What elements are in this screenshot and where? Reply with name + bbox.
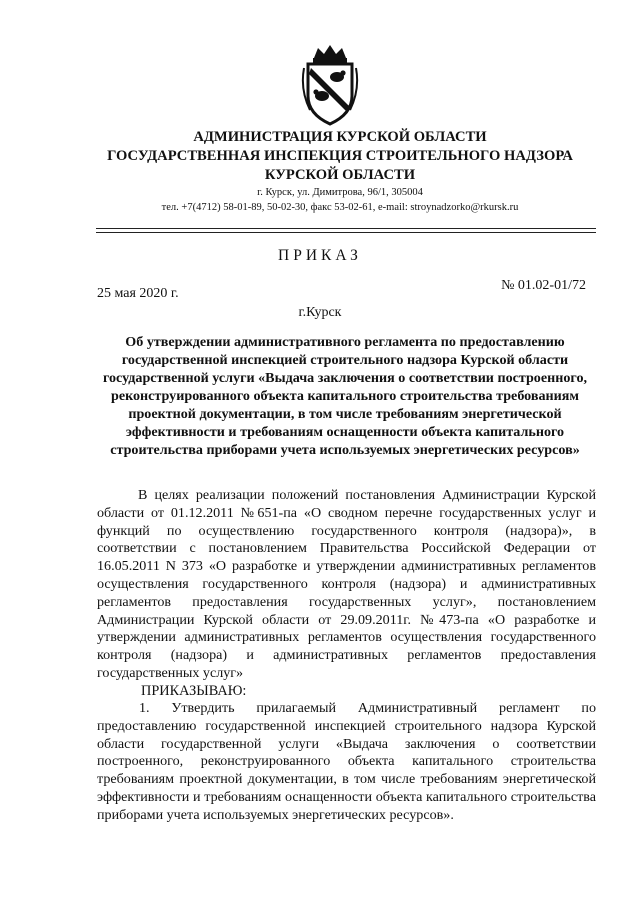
preamble-paragraph: В целях реализации положений постановления Администрации Курской области от 01.12.2011 №651-па «О сводном перечне государственных услуг и функций по осуществлению государственного контроля (надзора)», в соответствии с постановлением Правительства Российской Федерации от 16.05.2011 N 373 «О разработке и утверждении административных регламентов осуществления государственного контроля (надзора) и административных регламентов предоставления государственных услуг», постановлением Администрации Курской области от 29.09.2011г. №473-па «О разработке и утверждении административных регламентов осуществления государственного контроля (надзора) и административных регламентов предоставления государственных услуг» [97, 487, 596, 681]
header-contacts: тел. +7(4712) 58-01-89, 50-02-30, факс 53-02-61, e-mail: stroynadzorko@rkursk.ru [161, 202, 519, 213]
document-type: ПРИКАЗ [278, 247, 362, 264]
header-divider-thin [96, 232, 596, 233]
document-date: 25 мая 2020 г. [97, 286, 179, 301]
header-org-line3: КУРСКОЙ ОБЛАСТИ [264, 167, 416, 183]
order-word: ПРИКАЗЫВАЮ: [141, 683, 247, 699]
header-org-line2: ГОСУДАРСТВЕННАЯ ИНСПЕКЦИЯ СТРОИТЕЛЬНОГО НАДЗОРА [107, 148, 573, 164]
coat-of-arms-icon [300, 44, 360, 126]
header-org-line1: АДМИНИСТРАЦИЯ КУРСКОЙ ОБЛАСТИ [193, 129, 487, 145]
order-item-1: 1. Утвердить прилагаемый Административный регламент по предоставлению государственной инспекцией строительного надзора Курской области государственной услуги «Выдача заключения о соответствии построенного, реконструированного объекта капитального строительства требованиям проектной документации, в том числе требованиям энергетической эффективности и требованиям оснащенности объекта капитального строительства приборами учета используемых энергетических ресурсов». [97, 700, 596, 823]
document-city: г.Курск [298, 305, 342, 320]
header-address: г. Курск, ул. Димитрова, 96/1, 305004 [257, 187, 423, 198]
header-divider [96, 228, 596, 229]
document-subject: Об утверждении административного регламента по предоставлению государственной инспекцией строительного надзора Курской области государственной услуги «Выдача заключения о соответствии построенного, реконструированного объекта капитального строительства требованиям проектной документации, в том числе требованиям энергетической эффективности и требованиям оснащенности объекта капитального строительства приборами учета используемых энергетических ресурсов» [102, 334, 588, 458]
document-number: № 01.02-01/72 [501, 278, 586, 293]
